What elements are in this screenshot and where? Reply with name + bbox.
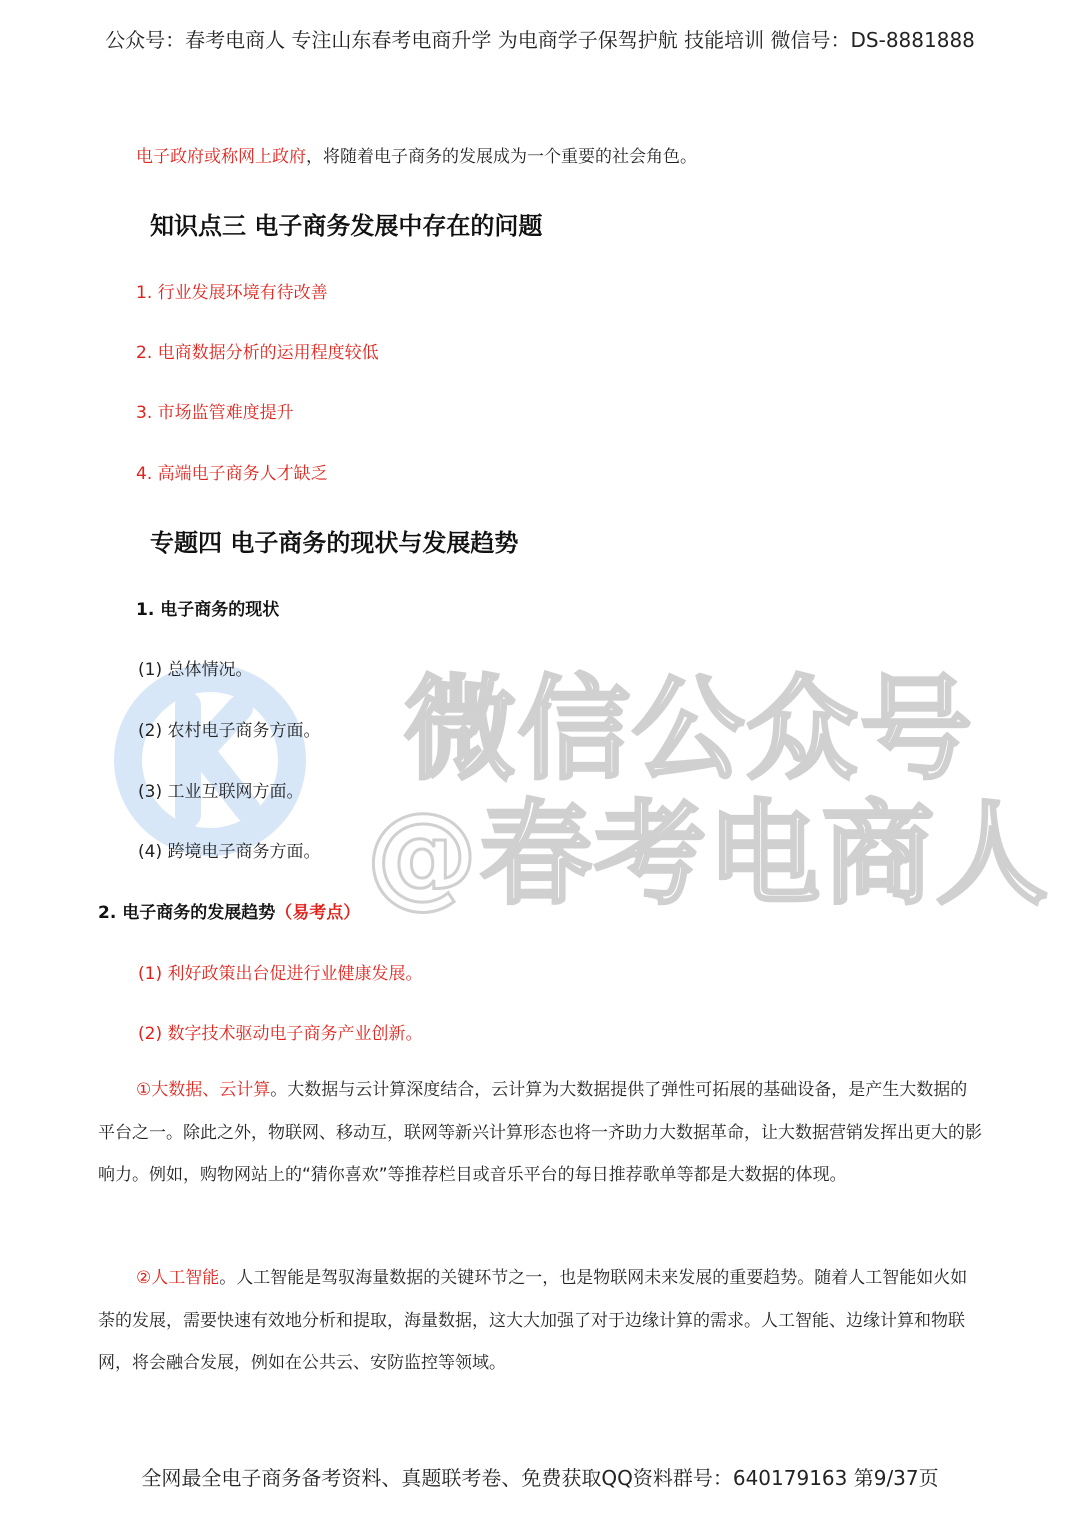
status-item: (3) 工业互联网方面。 bbox=[138, 782, 304, 802]
paragraph-ai bbox=[98, 1257, 984, 1385]
status-item: (2) 农村电子商务方面。 bbox=[138, 721, 321, 741]
intro-line bbox=[136, 142, 697, 167]
watermark-line1: 微信公众号 bbox=[404, 665, 974, 795]
watermark-line2: @春考电商人 bbox=[366, 790, 1050, 920]
page-header: 公众号：春考电商人 专注山东春考电商升学 为电商学子保驾护航 技能培训 微信号：DS-8881888 bbox=[105, 28, 975, 52]
trend-title-line bbox=[98, 898, 360, 923]
intro-rest: ，将随着电子商务的发展成为一个重要的社会角色。 bbox=[306, 147, 697, 167]
section3-item: 3. 市场监管难度提升 bbox=[136, 403, 294, 423]
status-item: (4) 跨境电子商务方面。 bbox=[138, 842, 321, 862]
section3-item: 4. 高端电子商务人才缺乏 bbox=[136, 464, 328, 484]
paragraph-big-data-highlight: ①大数据、云计算 bbox=[136, 1080, 271, 1100]
topic4-title: 专题四 电子商务的现状与发展趋势 bbox=[150, 529, 519, 557]
page-footer: 全网最全电子商务备考资料、真题联考卷、免费获取QQ资料群号：640179163 第9/37页 bbox=[141, 1466, 939, 1490]
paragraph-big-data bbox=[98, 1069, 984, 1197]
section3-title: 知识点三 电子商务发展中存在的问题 bbox=[150, 212, 543, 240]
trend-title: 2. 电子商务的发展趋势 bbox=[98, 903, 276, 923]
paragraph-ai-text: 。人工智能是驾驭海量数据的关键环节之一，也是物联网未来发展的重要趋势。随着人工智能如火如荼的发展，需要快速有效地分析和提取，海量数据，这大大加强了对于边缘计算的需求。人工智能、边缘计算和物联网，将会融合发展，例如在公共云、安防监控等领域。 bbox=[98, 1268, 968, 1373]
paragraph-big-data-text: 。大数据与云计算深度结合，云计算为大数据提供了弹性可拓展的基础设备，是产生大数据的平台之一。除此之外，物联网、移动互，联网等新兴计算形态也将一齐助力大数据革命，让大数据营销发挥出更大的影响力。例如，购物网站上的“猜你喜欢”等推荐栏目或音乐平台的每日推荐歌单等都是大数据的体现。 bbox=[98, 1080, 982, 1185]
status-item: (1) 总体情况。 bbox=[138, 660, 253, 680]
trend-item: (2) 数字技术驱动电子商务产业创新。 bbox=[138, 1024, 423, 1044]
section3-item: 2. 电商数据分析的运用程度较低 bbox=[136, 343, 379, 363]
k-logo-watermark-icon bbox=[110, 660, 310, 860]
paragraph-ai-highlight: ②人工智能 bbox=[136, 1268, 220, 1288]
intro-highlight: 电子政府或称网上政府 bbox=[136, 147, 306, 167]
trend-badge: （易考点） bbox=[275, 903, 361, 923]
status-title: 1. 电子商务的现状 bbox=[136, 600, 280, 620]
section3-item: 1. 行业发展环境有待改善 bbox=[136, 283, 328, 303]
trend-item: (1) 利好政策出台促进行业健康发展。 bbox=[138, 964, 423, 984]
